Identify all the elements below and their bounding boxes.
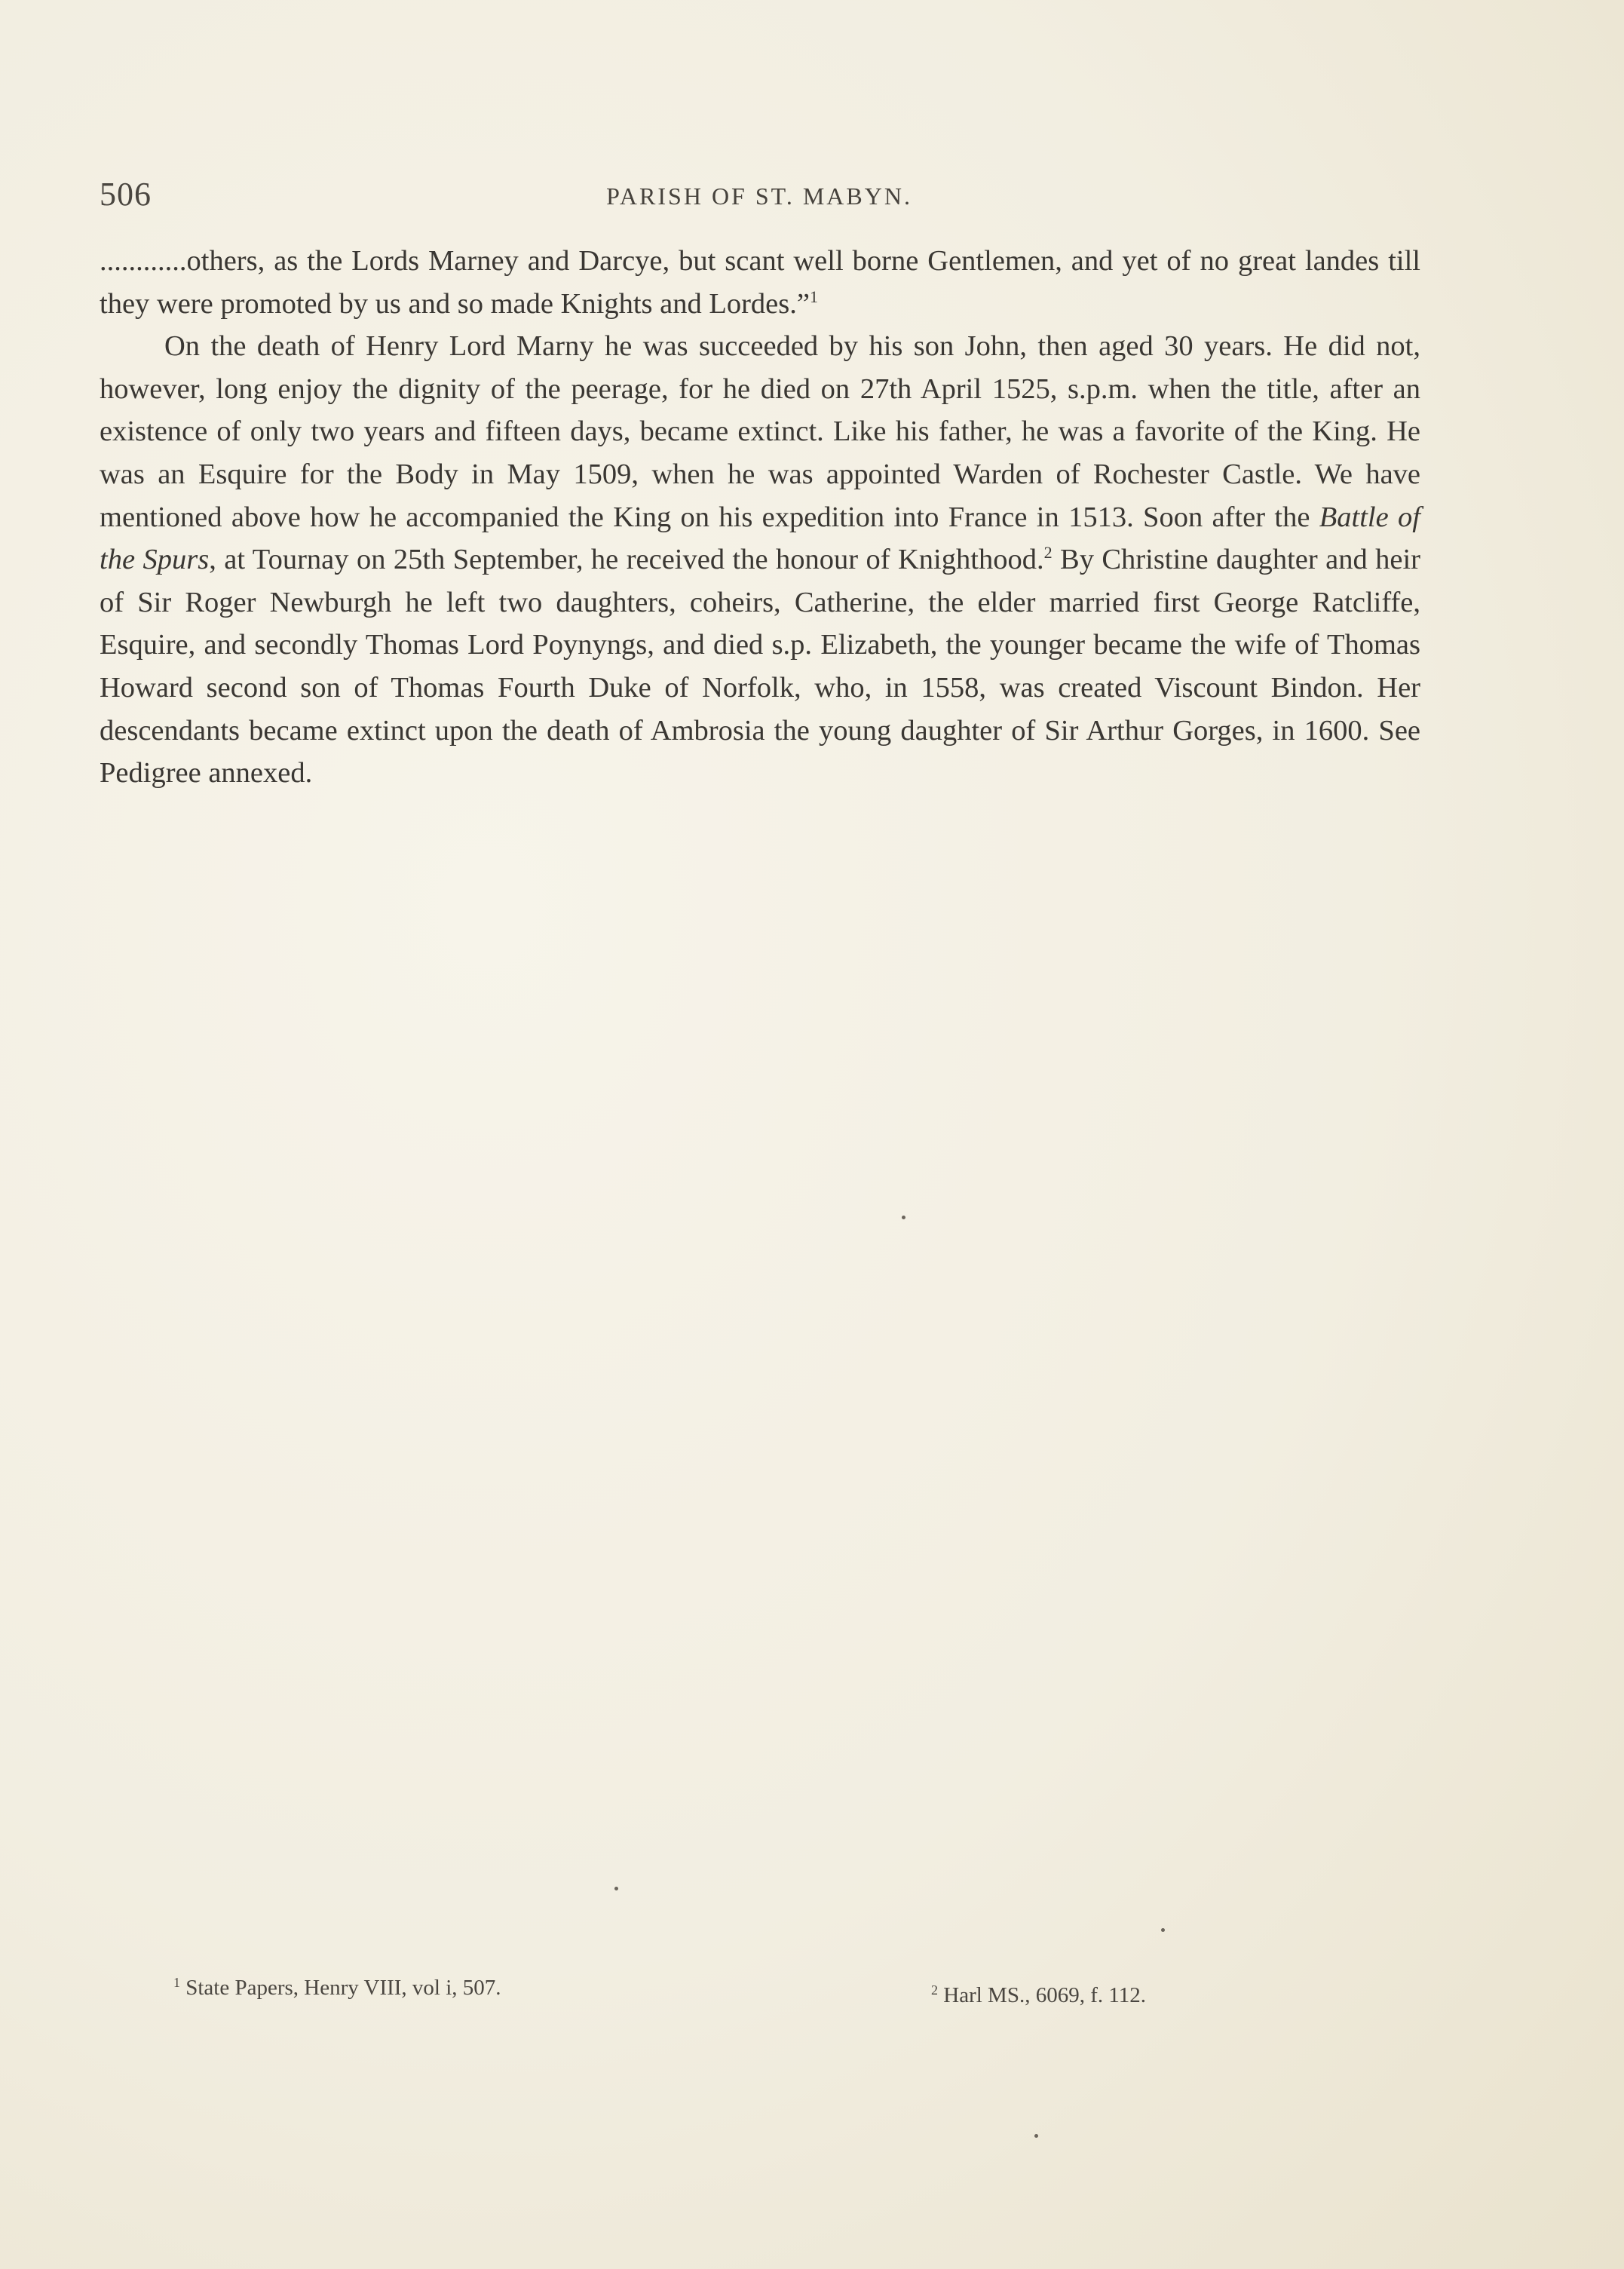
footnote-ref-1: 1 [809,287,818,306]
paragraph-1-text: ............others, as the Lords Marney and Darcye, but scant well borne Gentlemen, and yet of no great landes till they were promoted by us and so made Knights and Lordes.” [100,245,1420,320]
footnote-2 [931,1983,1146,2008]
body-text [100,240,1420,795]
page-number: 506 [100,176,152,213]
running-head: PARISH OF ST. MABYN. [606,182,912,210]
footnote-2-text: Harl MS., 6069, f. 112. [943,1983,1147,2007]
page-header [100,175,1419,220]
footnote-1 [173,1976,501,2001]
paper-speck [1161,1928,1165,1932]
paragraph-1 [100,240,1420,325]
paragraph-2-text-b: , at Tournay on 25th September, he received the honour of Knighthood. [209,544,1044,576]
paragraph-2-text-a: On the death of Henry Lord Marny he was succeeded by his son John, then aged 30 years. He did not, however, long enjoy the dignity of the peerage, for he died on 27th April 1525, s.p.m. when the title, after an existence of only two years and fifteen days, became extinct. Like his father, he was a favorite of the King. He was an Esquire for the Body in May 1509, when he was appointed Warden of Rochester Castle. We have mentioned above how he accompanied the King on his expedition into France in 1513. Soon after the [100,330,1420,533]
paper-speck [902,1216,905,1219]
paper-speck [1034,2134,1038,2138]
footnote-1-text: State Papers, Henry VIII, vol i, 507. [185,1976,501,2000]
footnote-ref-2: 2 [1043,543,1053,563]
battle-title: Battle of the Spurs [100,501,1420,576]
footnote-1-mark: 1 [173,1975,180,1990]
paper-speck [614,1887,618,1890]
paragraph-2-text-c: By Christine daughter and heir of Sir Roger Newburgh he left two daughters, coheirs, Catherine, the elder married first George Ratcliffe, Esquire, and secondly Thomas Lord Poynyngs, and died s.p. Elizabeth, the younger became the wife of Thomas Howard second son of Thomas Fourth Duke of Norfolk, who, in 1558, was created Viscount Bindon. Her descendants became extinct upon the death of Ambrosia the young daughter of Sir Arthur Gorges, in 1600. See Pedigree annexed. [100,544,1420,790]
footnote-2-mark: 2 [931,1982,938,1998]
paragraph-2 [100,325,1420,795]
